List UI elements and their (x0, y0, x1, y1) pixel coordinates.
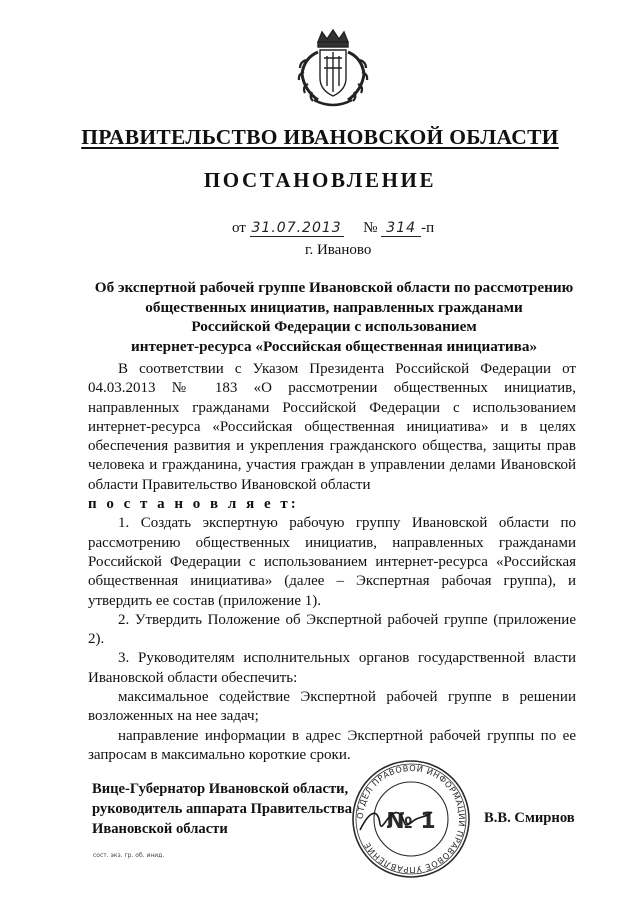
handwritten-signature (356, 800, 436, 840)
heading-line: Российской Федерации с использованием (191, 318, 477, 335)
decree-word: п о с т а н о в л я е т: (88, 496, 299, 513)
signer-block (92, 780, 352, 839)
clause-1: 1. Создать экспертную рабочую группу Ивановской области по рассмотрению общественных инициатив, направленных гражданами Российской Федерации с использованием интернет-ресурса «Российская общественная инициатива» (далее – Экспертная рабочая группа), и утвердить ее состав (приложение 1). (88, 515, 576, 609)
coat-of-arms-emblem (296, 28, 370, 110)
date-value: 31.07.2013 (251, 220, 342, 236)
city: г. Иваново (305, 242, 372, 258)
signer-line: руководитель аппарата Правительства (92, 800, 352, 817)
document-body (88, 360, 576, 765)
number-suffix: -п (421, 220, 435, 236)
heading-line: Об экспертной рабочей группе Ивановской области по рассмотрению (94, 279, 574, 296)
signer-name: В.В. Смирнов (484, 810, 575, 826)
stamp-number: № 1 (386, 809, 436, 834)
signer-line: Вице-Губернатор Ивановской области, (92, 781, 349, 797)
document-type: ПОСТАНОВЛЕНИЕ (203, 168, 437, 192)
clause-3: 3. Руководителям исполнительных органов государственной власти Ивановской области обеспечить: (88, 650, 576, 686)
clause-2: 2. Утвердить Положение об Экспертной рабочей группе (приложение 2). (88, 611, 576, 648)
heading-line: интернет-ресурса «Российская общественная инициатива» (130, 337, 538, 355)
date-prefix: от (232, 220, 246, 236)
footnote: сост. экз. гр. об. инид. (93, 852, 165, 859)
document-heading (88, 278, 580, 356)
signer-line: Ивановской области (92, 820, 228, 837)
clause-3-item-b: направление информации в адрес Экспертной рабочей группы по ее запросам в максимально короткие сроки. (88, 727, 576, 763)
clause-3-item-a: максимальное содействие Экспертной рабочей группе в решении возложенных на нее задач; (88, 689, 576, 725)
intro-paragraph: В соответствии с Указом Президента Российской Федерации от 04.03.2013 № 183 «О рассмотрении общественных инициатив, направленных гражданами Российской Федерации с использованием интернет-ресурса «Российская общественная инициатива» и в целях обеспечения развития и укрепления гражданского общества, защиты прав человека и гражданина, участия граждан в управлении делами Ивановской области Правительство Ивановской области (88, 361, 576, 493)
heading-line: общественных инициатив, направленных гражданами (145, 298, 523, 316)
number-prefix: № (363, 220, 378, 236)
government-title: ПРАВИТЕЛЬСТВО ИВАНОВСКОЙ ОБЛАСТИ (81, 125, 559, 149)
stamp-ring-text: ОТДЕЛ ПРАВОВОЙ ИНФОРМАЦИИ ПРАВОВОЕ УПРАВЛЕНИЕ (354, 762, 468, 876)
number-value: 314 (381, 221, 421, 237)
date-number-line (232, 220, 434, 237)
